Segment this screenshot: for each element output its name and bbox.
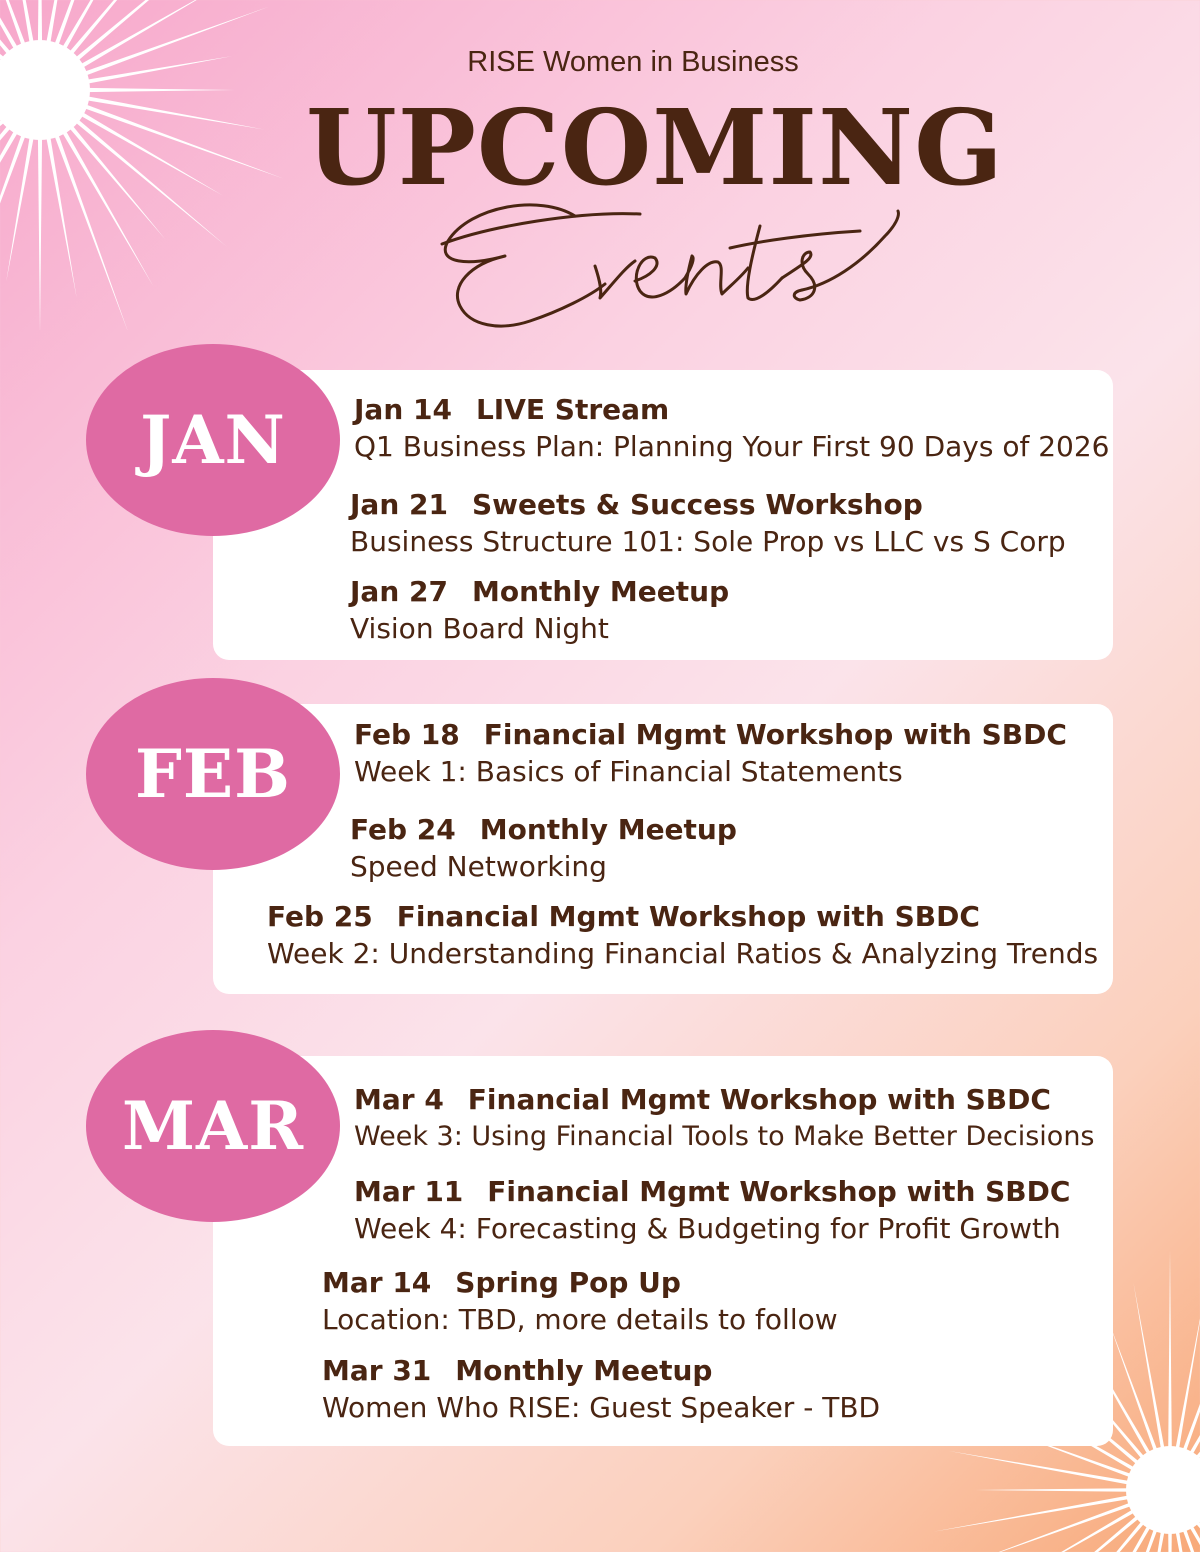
event-description: Week 1: Basics of Financial Statements <box>354 755 903 788</box>
event-item <box>350 487 1066 561</box>
event-title: Financial Mgmt Workshop with SBDC <box>467 1083 1051 1116</box>
event-date: Jan 21 <box>350 488 448 521</box>
page-title: UPCOMING <box>306 86 1004 209</box>
month-label-feb: FEB <box>86 678 340 870</box>
event-description: Location: TBD, more details to follow <box>322 1303 838 1336</box>
event-description: Q1 Business Plan: Planning Your First 90 Days of 2026 <box>354 430 1110 463</box>
month-label-jan: JAN <box>86 344 340 536</box>
event-item <box>350 812 737 886</box>
event-item <box>350 574 729 648</box>
event-date: Feb 24 <box>350 813 456 846</box>
event-description: Women Who RISE: Guest Speaker - TBD <box>322 1391 881 1424</box>
event-date: Feb 18 <box>354 718 460 751</box>
event-item <box>322 1353 880 1427</box>
event-description: Vision Board Night <box>350 612 609 645</box>
event-date: Jan 27 <box>350 575 448 608</box>
event-description: Week 3: Using Financial Tools to Make Better Decisions <box>354 1121 1095 1152</box>
organization-name: RISE Women in Business <box>467 46 799 78</box>
event-title: Monthly Meetup <box>455 1354 713 1387</box>
events-script-title <box>430 186 910 346</box>
event-title: Monthly Meetup <box>471 575 730 608</box>
event-title: Financial Mgmt Workshop with SBDC <box>483 718 1067 751</box>
event-title: Sweets & Success Workshop <box>471 488 923 521</box>
event-item <box>354 717 1067 791</box>
event-date: Jan 14 <box>354 393 452 426</box>
event-item <box>322 1265 838 1339</box>
event-title: Financial Mgmt Workshop with SBDC <box>487 1175 1071 1208</box>
event-title: LIVE Stream <box>475 393 670 426</box>
event-date: Mar 4 <box>354 1083 444 1116</box>
event-item <box>354 1174 1070 1248</box>
event-date: Mar 11 <box>354 1175 464 1208</box>
event-title: Monthly Meetup <box>479 813 737 846</box>
event-description: Week 2: Understanding Financial Ratios & Analyzing Trends <box>267 937 1099 970</box>
month-label-mar: MAR <box>86 1030 340 1222</box>
event-item <box>354 1082 1095 1156</box>
event-date: Feb 25 <box>267 900 373 933</box>
event-date: Mar 14 <box>322 1266 432 1299</box>
event-title: Spring Pop Up <box>455 1266 681 1299</box>
event-description: Speed Networking <box>350 850 607 883</box>
event-item <box>354 392 1110 466</box>
event-item <box>267 899 1098 973</box>
event-description: Week 4: Forecasting & Budgeting for Profit Growth <box>354 1212 1061 1245</box>
event-title: Financial Mgmt Workshop with SBDC <box>396 900 980 933</box>
event-description: Business Structure 101: Sole Prop vs LLC vs S Corp <box>350 525 1066 558</box>
event-date: Mar 31 <box>322 1354 432 1387</box>
